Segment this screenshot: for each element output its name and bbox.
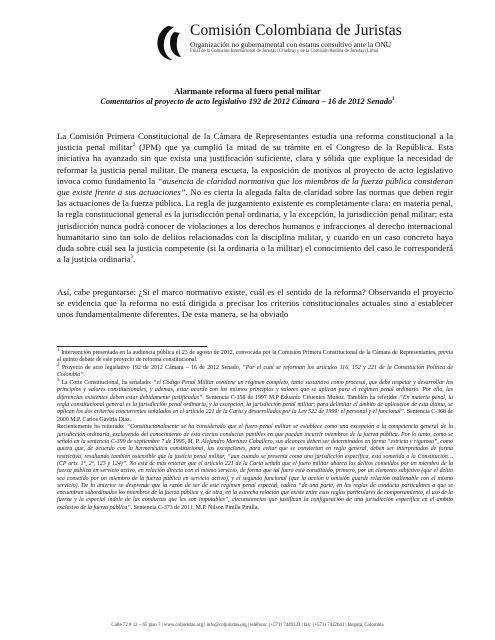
paragraph-1-text-b: (JPM) que ya cumplió la mitad de su trámite en el Congreso de la República. Esta iniciativa ha avanzado sin que exista una justificación suficiente, clara y sólida que explique la necesidad de reformar la justicia penal militar. De manera escueta, la exposición de motivos al proyecto de acto legislativo invoca como fundamento la (57, 142, 453, 186)
footnote-text-end: . (83, 372, 85, 379)
footnote-number: 1 (57, 348, 60, 354)
organization-subtitle: Organización no gubernamental con estatus consultivo ante la ONU (190, 40, 391, 49)
footnote-number: 2 (57, 363, 60, 369)
footnote-separator (57, 346, 207, 347)
subtitle-text: Comentarios al proyecto de acto legislativo 192 de 2012 Cámara – 16 de 2012 Senado (100, 97, 393, 106)
footnote-3-continued (57, 424, 453, 512)
footnote-quote: “Por el cual se reforman los artículos 116, 152 y 221 de la Constitución Política de Colombia” (57, 365, 453, 379)
footnote-ref-1[interactable]: 1 (392, 97, 395, 103)
footnote-quote: “el Código Penal Militar contiene un régimen completo, tanto sustantivo como procesal, que debe respetar y desarrollar los principios y valores constitucionales, y además, estar acorde con los mismos principios y valores que se aplican para el régimen penal ordinario. Por ello, las diferencias existentes deben estar debidamente justificadas” (57, 380, 453, 401)
footnote-2 (57, 365, 453, 380)
organization-logo (150, 24, 186, 62)
footnote-text: . Sentencia C-358 de 1997 M.P Eduardo Cifuentes Muñoz. También ha referido: (202, 394, 400, 401)
document-subtitle (0, 97, 495, 106)
document-title: Alarmante reforma al fuero penal militar (174, 87, 321, 96)
footnote-1 (57, 350, 453, 365)
organization-name: Comisión Colombiana de Juristas (190, 22, 402, 39)
footnote-ref-3[interactable]: 3 (130, 255, 134, 261)
organization-affiliation: Filial de la Comisión Internacional de Juristas (Ginebra) y de la Comisión Andina de Juristas (Lima) (190, 49, 379, 54)
contact-footer: Calle 72 # 12 – 65 piso 7 | www.coljuristas.org | info@coljuristas.org | teléfono: (+571) 7449333 | fax: (+571) 7432643 | Bogotá, Colombia (111, 623, 384, 628)
footnote-text: Intervención presentada en la audiencia pública el 23 de agosto de 2012, convocada por la Comisión Primera Constitucional de la Cámara de Representantes, previa al quinto debate de este proyecto de reforma constitucional. (57, 350, 453, 364)
paragraph-1-text-a: La Comisión Primera Constitucional de la Cámara de Representantes estudia una reforma constitucional a la justicia penal militar (57, 131, 453, 153)
paragraph-1-text-c: . No es cierta la alegada falta de claridad sobre las normas que deben regir las actuaciones de la fuerza pública. La regla de juzgamiento existente es completamente clara: en materia penal, la regla constitucional general es la jurisdicción penal ordinaria, y la excepción, la jurisdicción penal militar; esta jurisdicción nunca podrá conocer de violaciones a los derechos humanos e infracciones al derecho internacional humanitario sino tan solo de delitos relacionados con la disciplina militar, y cuando en un caso concreto haya duda sobre cuál sea la justicia competente (si la ordinaria o la militar) el conocimiento del caso le corresponderá a la justicia ordinaria (57, 187, 453, 265)
footnote-text: La Corte Constitucional, ha señalado: (61, 380, 154, 387)
footnote-text: Recientemente ha reiterado: (57, 424, 127, 431)
paragraph-1-end: . (133, 254, 136, 265)
footnote-text: . Sentencia C-368 de 2000 M.P. Carlos Gaviria Díaz. (57, 409, 454, 423)
footnote-number: 3 (57, 378, 60, 384)
footnote-quote: “Constitucionalmente se ha considerado que el fuero penal militar se establece como una excepción a la competencia general de la jurisdicción ordinaria, excluyendo del conocimiento de ésta ciertas conductas punibles en que puedan incurrir miembros de la fuerza pública. Por lo tanto, como se señaló en la sentencia C-399 de septiembre 7 de 1995, M. P. Alejandro Martínez Caballero, sus alcances deben ser determinados en forma “estricta y rigurosa”, como quiera que, de acuerdo con la hermenéutica constitucional, las excepciones, para evitar que se conviertan en regla general, deben ser interpretadas de forma restrictiva, resultando también ostensible que la justicia penal militar, “aun cuando se presenta como una jurisdicción específica, está sometida a la Constitución… (CP arts. 1º, 2º, 123 y 124)”. No está de más reiterar que el artículo 221 de la Carta señala que el fuero militar abarca los delitos cometidos por un miembro de la fuerza pública en servicio activo, en relación directa con el mismo servicio, de forma que tal fuero está constituido, primero, por un elemento subjetivo (que el delito sea cometido por un miembro de la fuerza pública en servicio activo), y el segundo funcional (que la acción u omisión guarde relación inalienable con el mismo servicio). De lo anterior se desprende que la razón de ser de este régimen penal especial, radica “de una parte, en las reglas de conducta particulares a que se encuentran subordinados los miembros de la fuerza pública y, de otra, en la estrecha relación que existe entre esas reglas particulares de comportamiento, el uso de la fuerza y la especial índole de las conductas que les son imputables”, circunstancias que justifican la configuración de una jurisdicción específica en el ámbito exclusivo de la fuerza pública” (57, 424, 454, 511)
footnote-ref-2[interactable]: 2 (132, 143, 136, 149)
footnote-quote: “En materia penal, la regla constitucional general es la jurisdicción penal ordinaria, y la excepción, la jurisdicción penal militar; para delimitar el ámbito de aplicación de esta última, se aplican los dos criterios concurrentes señalados en el artículo 221 de la Carta y desarrollados por la Ley 522 de 1999: el personal y el funcional” (57, 394, 453, 416)
paragraph-1-quote: “ausencia de claridad normativa que los miembros de la fuerza pública consideran que existe frente a sus actuaciones” (57, 175, 454, 198)
body-paragraph-2: Así, cabe preguntarse: ¿Si el marco normativo existe, cuál es el sentido de la reforma? Observando el proyecto se evidencia que la reforma no está dirigida a precisar los criterios constitucionales actuales sino a establecer unos fundamentalmente diferentes. De esta manera, se ha obviado (57, 287, 453, 320)
body-paragraph-1 (57, 131, 453, 265)
footnote-3 (57, 380, 453, 424)
footnote-text: Proyecto de acto legislativo 192 de 2012 Cámara – 16 de 2012 Senado, (61, 365, 243, 372)
footnote-text: . Sentencia C-373 de 2011. M.P. Nilson Pinilla Pinilla. (130, 504, 259, 511)
footnotes (57, 350, 453, 513)
